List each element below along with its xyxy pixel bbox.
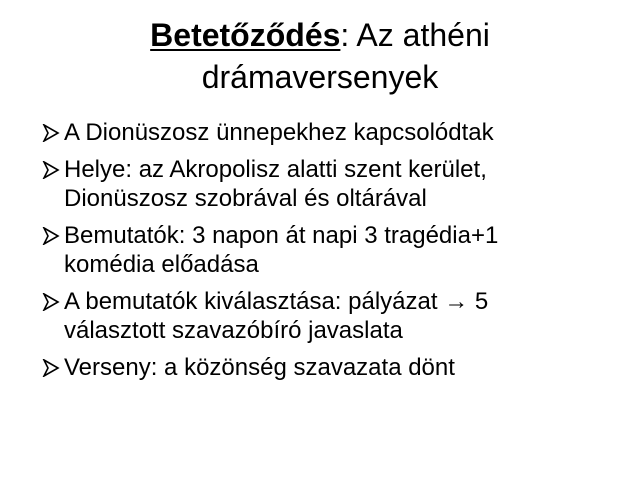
bullet-item (42, 118, 622, 147)
bullet-list (42, 118, 622, 390)
title-rest: : Az athéni (340, 17, 490, 53)
bullet-item (42, 221, 622, 279)
bullet-text: A bemutatók kiválasztása: pályázat → 5 választott szavazóbíró javaslata (64, 288, 489, 344)
slide-title (0, 14, 640, 98)
bullet-text: Verseny: a közönség szavazata dönt (64, 354, 455, 381)
arrowhead-bullet-icon (42, 287, 64, 316)
bullet-text: Bemutatók: 3 napon át napi 3 tragédia+1 komédia előadása (64, 222, 499, 278)
title-line-2: drámaversenyek (201, 59, 439, 95)
arrowhead-bullet-icon (42, 353, 64, 382)
bullet-text: Helye: az Akropolisz alatti szent kerület, Dionüszosz szobrával és oltárával (64, 156, 487, 212)
bullet-item (42, 353, 622, 382)
bullet-text: A Dionüszosz ünnepekhez kapcsolódtak (64, 119, 494, 146)
arrowhead-bullet-icon (42, 221, 64, 250)
bullet-item (42, 155, 622, 213)
title-keyword: Betetőződés (150, 17, 341, 53)
bullet-item (42, 287, 622, 345)
arrowhead-bullet-icon (42, 155, 64, 184)
arrowhead-bullet-icon (42, 118, 64, 147)
